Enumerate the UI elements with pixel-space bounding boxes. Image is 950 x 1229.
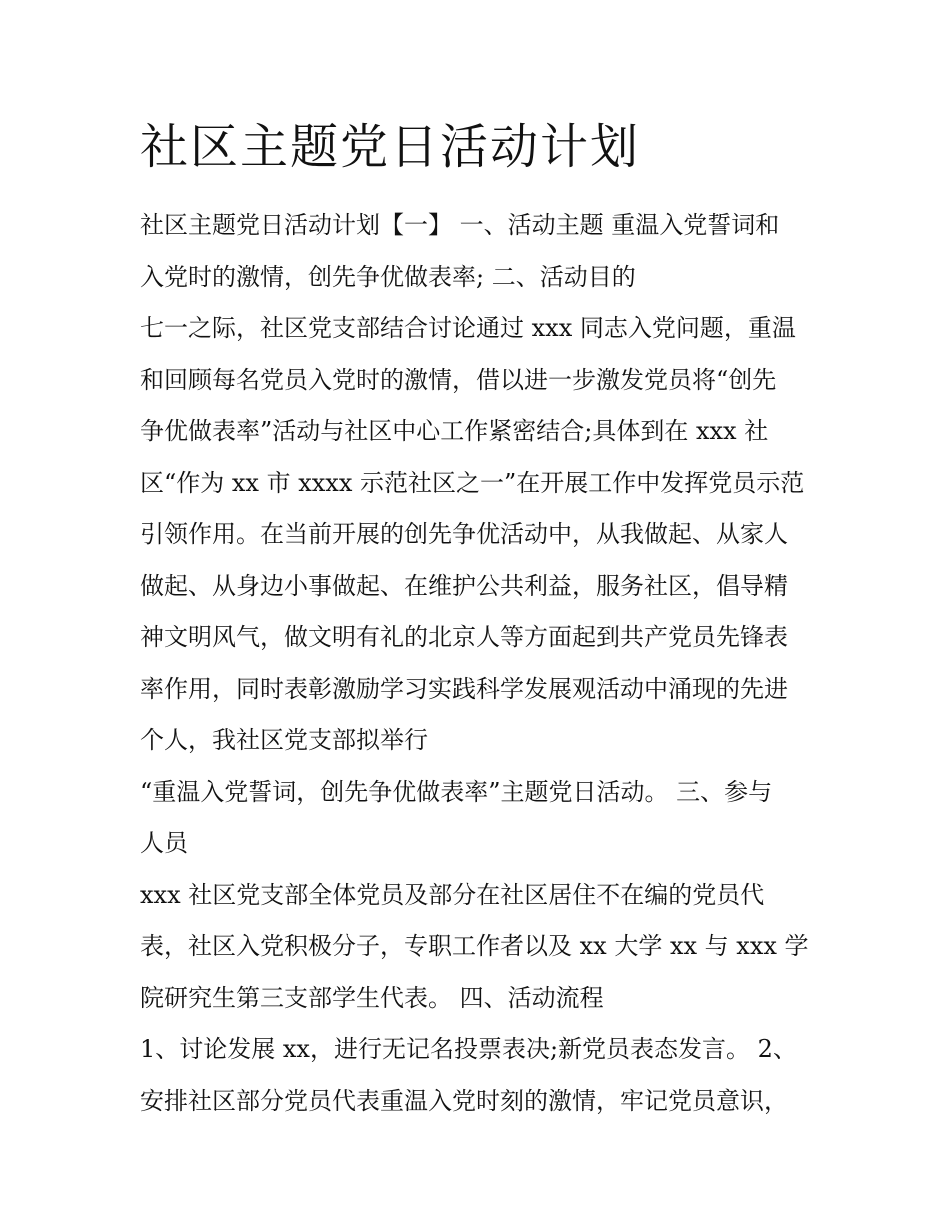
paragraph-line: 率作用，同时表彰激励学习实践科学发展观活动中涌现的先进 bbox=[140, 674, 788, 703]
paragraph-line: 做起、从身边小事做起、在维护公共利益，服务社区，倡导精 bbox=[140, 571, 788, 600]
paragraph-line: 社区主题党日活动计划【一】 一、活动主题 重温入党誓词和 bbox=[140, 211, 780, 239]
paragraph-line: 入党时的激情，创先争优做表率; 二、活动目的 bbox=[140, 262, 636, 291]
paragraph-line: 个人，我社区党支部拟举行 bbox=[140, 726, 428, 754]
paragraph-line: 神文明风气，做文明有礼的北京人等方面起到共产党员先锋表 bbox=[140, 623, 788, 651]
paragraph-line: 人员 bbox=[140, 829, 188, 857]
paragraph-line: 引领作用。在当前开展的创先争优活动中，从我做起、从家人 bbox=[140, 520, 788, 548]
paragraph-line: 区“作为 xx 市 xxxx 示范社区之一”在开展工作中发挥党员示范 bbox=[140, 468, 805, 497]
document-body bbox=[140, 200, 830, 1127]
document-title: 社区主题党日活动计划 bbox=[140, 119, 641, 175]
paragraph-line: 表，社区入党积极分子，专职工作者以及 xx 大学 xx 与 xxx 学 bbox=[140, 932, 809, 960]
paragraph-line: 安排社区部分党员代表重温入党时刻的激情，牢记党员意识， bbox=[140, 1086, 788, 1115]
paragraph-line: 1、讨论发展 xx，进行无记名投票表决;新党员表态发言。 2、 bbox=[140, 1035, 797, 1063]
paragraph-line: 七一之际，社区党支部结合讨论通过 xxx 同志入党问题，重温 bbox=[140, 314, 796, 342]
paragraph-line: xxx 社区党支部全体党员及部分在社区居住不在编的党员代 bbox=[140, 880, 765, 909]
paragraph-line: “重温入党誓词，创先争优做表率”主题党日活动。 三、参与 bbox=[140, 777, 773, 806]
paragraph-line: 和回顾每名党员入党时的激情，借以进一步激发党员将“创先 bbox=[140, 365, 777, 394]
paragraph-line: 争优做表率”活动与社区中心工作紧密结合;具体到在 xxx 社 bbox=[140, 417, 769, 445]
paragraph-line: 院研究生第三支部学生代表。 四、活动流程 bbox=[140, 983, 604, 1012]
